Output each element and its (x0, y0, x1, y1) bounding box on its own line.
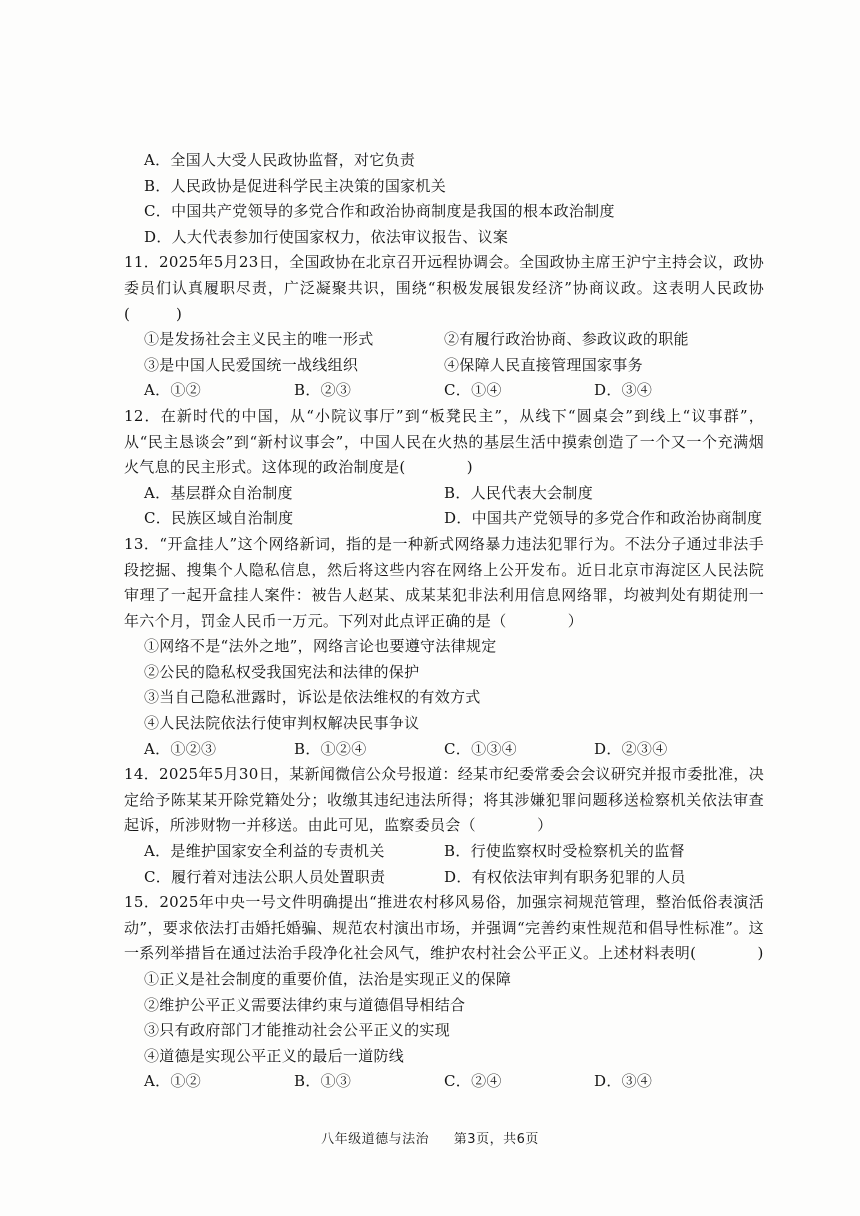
question-14 (124, 762, 764, 890)
choice-a: A．基层群众自治制度 (144, 483, 293, 502)
choice-c: C．①③④ (444, 739, 517, 758)
statement-1: ①网络不是“法外之地”，网络言论也要遵守法律规定 (144, 637, 497, 656)
choice-b: B．人民代表大会制度 (444, 483, 594, 502)
statement-4: ④人民法院依法行使审判权解决民事争议 (144, 714, 420, 733)
statement-2: ②公民的隐私权受我国宪法和法律的保护 (144, 662, 420, 681)
choice-d: D．中国共产党领导的多党合作和政治协商制度 (444, 509, 763, 528)
choice-d: D．③④ (594, 381, 653, 400)
question-stem: 14．2025年5月30日，某新闻微信公众号报道：经某市纪委常委会会议研究并报市委批准，决定给予陈某某开除党籍处分；收缴其违纪违法所得；将其涉嫌犯罪问题移送检察机关依法审查起诉，所涉财物一并移送。由此可见，监察委员会（ ） (124, 765, 764, 835)
choice-a: A．①② (144, 1072, 202, 1091)
choice-row (124, 737, 764, 763)
footer-subject: 八年级道德与法治 (321, 1132, 430, 1147)
statement-row (124, 353, 764, 379)
statement-2: ②维护公平正义需要法律约束与道德倡导相结合 (144, 995, 466, 1014)
question-stem: 12．在新时代的中国，从“小院议事厅”到“板凳民主”，从线下“圆桌会”到线上“议事群”，从“民主恳谈会”到“新村议事会”，中国人民在火热的基层生活中摸索创造了一个又一个充满烟火气息的民主形式。这体现的政治制度是( ) (124, 406, 764, 477)
statement-4: ④道德是实现公平正义的最后一道防线 (144, 1046, 405, 1065)
question-11 (124, 250, 764, 404)
choice-a: A．①②③ (144, 739, 217, 758)
choice-c: C．民族区域自治制度 (144, 509, 294, 528)
question-15 (124, 890, 764, 1095)
option-b: B．人民政协是促进科学民主决策的国家机关 (144, 176, 447, 195)
statement-3: ③是中国人民爱国统一战线组织 (144, 355, 359, 374)
option-d: D．人大代表参加行使国家权力，依法审议报告、议案 (144, 227, 509, 246)
choice-c: C．②④ (444, 1072, 502, 1091)
question-stem: 11．2025年5月23日，全国政协在北京召开远程协调会。全国政协主席王沪宁主持会议，政协委员们认真履职尽责，广泛凝聚共识，围绕“积极发展银发经济”协商议政。这表明人民政协( ) (124, 253, 764, 323)
statement-1: ①是发扬社会主义民主的唯一形式 (144, 330, 374, 349)
question-stem: 13．“开盒挂人”这个网络新词，指的是一种新式网络暴力违法犯罪行为。不法分子通过非法手段挖掘、搜集个人隐私信息，然后将这些内容在网络上公开发布。近日北京市海淀区人民法院审理了一起开盒挂人案件：被告人赵某、成某某犯非法利用信息网络罪，均被判处有期徒刑一年六个月，罚金人民币一万元。下列对此点评正确的是（ ） (124, 534, 764, 630)
choice-b: B．行使监察权时受检察机关的监督 (444, 842, 685, 861)
choice-d: D．③④ (594, 1072, 653, 1091)
page-footer (0, 1128, 860, 1147)
choice-d: D．有权依法审判有职务犯罪的人员 (444, 867, 686, 886)
page-content (124, 148, 764, 1095)
statement-3: ③只有政府部门才能推动社会公平正义的实现 (144, 1021, 451, 1040)
statement-row (124, 327, 764, 353)
choice-d: D．②③④ (594, 739, 668, 758)
choice-row (124, 839, 764, 865)
statement-4: ④保障人民直接管理国家事务 (444, 355, 643, 374)
footer-page-number: 第3页，共6页 (453, 1132, 539, 1147)
choice-b: B．②③ (294, 381, 352, 400)
choice-row (124, 865, 764, 891)
choice-a: A．①② (144, 381, 202, 400)
question-12 (124, 404, 764, 532)
question-13 (124, 532, 764, 762)
choice-a: A．是维护国家安全利益的专责机关 (144, 842, 385, 861)
choice-b: B．①②④ (294, 739, 367, 758)
choice-c: C．履行着对违法公职人员处置职责 (144, 867, 386, 886)
question-stem: 15．2025年中央一号文件明确提出“推进农村移风易俗，加强宗祠规范管理，整治低俗表演活动”，要求依法打击婚托婚骗、规范农村演出市场，并强调“完善约束性规范和倡导性标准”。这一系列举措旨在通过法治手段净化社会风气，维护农村社会公平正义。上述材料表明( ) (124, 893, 764, 963)
statement-2: ②有履行政治协商、参政议政的职能 (444, 330, 689, 349)
choice-row (124, 1069, 764, 1095)
statement-1: ①正义是社会制度的重要价值，法治是实现正义的保障 (144, 970, 512, 988)
choice-row (124, 481, 764, 507)
choice-c: C．①④ (444, 381, 502, 400)
option-c: C．中国共产党领导的多党合作和政治协商制度是我国的根本政治制度 (144, 202, 615, 221)
choice-row (124, 378, 764, 404)
statement-3: ③当自己隐私泄露时，诉讼是依法维权的有效方式 (144, 688, 481, 707)
choice-b: B．①③ (294, 1072, 352, 1091)
question-10-options (124, 148, 764, 250)
choice-row (124, 506, 764, 532)
option-a: A．全国人大受人民政协监督，对它负责 (144, 151, 416, 169)
